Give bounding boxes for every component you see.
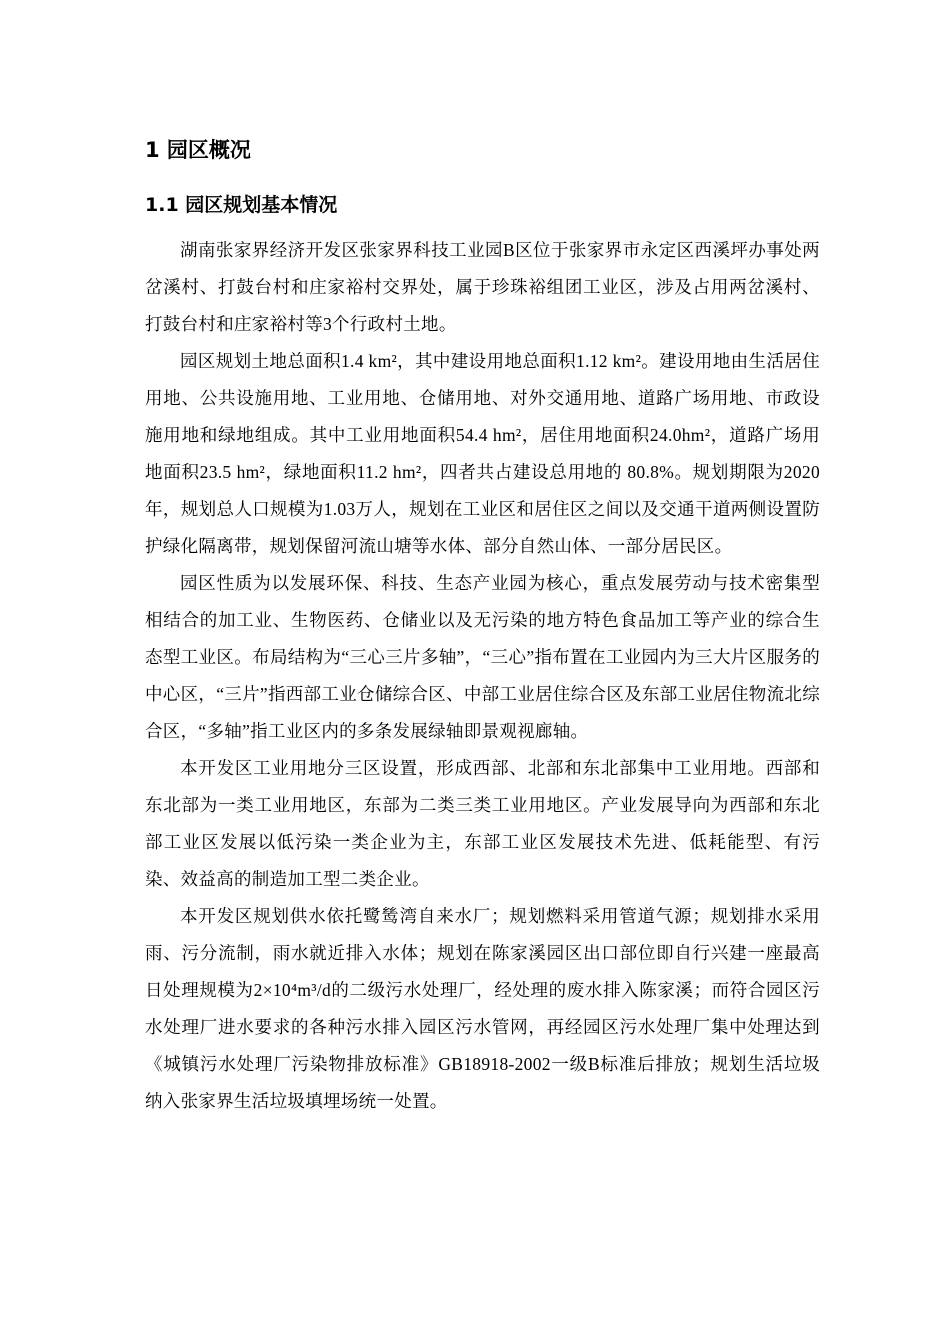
document-body: [145, 132, 820, 1120]
paragraph-land-use: 园区规划土地总面积1.4 km²，其中建设用地总面积1.12 km²。建设用地由生活居住用地、公共设施用地、工业用地、仓储用地、对外交通用地、道路广场用地、市政设施用地和绿地组成。其中工业用地面积54.4 hm²，居住用地面积24.0hm²，道路广场用地面积23.5 hm²，绿地面积11.2 hm²，四者共占建设总用地的 80.8%。规划期限为2020年，规划总人口规模为1.03万人，规划在工业区和居住区之间以及交通干道两侧设置防护绿化隔离带，规划保留河流山塘等水体、部分自然山体、一部分居民区。: [145, 351, 820, 556]
section-heading: 1.1 园区规划基本情况: [145, 194, 338, 216]
chapter-heading: 1 园区概况: [145, 138, 251, 162]
paragraph-nature-layout: 园区性质为以发展环保、科技、生态产业园为核心，重点发展劳动与技术密集型相结合的加工业、生物医药、仓储业以及无污染的地方特色食品加工等产业的综合生态型工业区。布局结构为“三心三片多轴”，“三心”指布置在工业园内为三大片区服务的中心区，“三片”指西部工业仓储综合区、中部工业居住综合区及东部工业居住物流北综合区，“多轴”指工业区内的多条发展绿轴即景观视廊轴。: [145, 573, 820, 741]
paragraph-infrastructure: 本开发区规划供水依托鹭鸶湾自来水厂；规划燃料采用管道气源；规划排水采用雨、污分流制，雨水就近排入水体；规划在陈家溪园区出口部位即自行兴建一座最高日处理规模为2×10⁴m³/d的二级污水处理厂，经处理的废水排入陈家溪；而符合园区污水处理厂进水要求的各种污水排入园区污水管网，再经园区污水处理厂集中处理达到《城镇污水处理厂污染物排放标准》GB18918-2002一级B标准后排放；规划生活垃圾纳入张家界生活垃圾填埋场统一处置。: [145, 906, 820, 1111]
paragraph-location: 湖南张家界经济开发区张家界科技工业园B区位于张家界市永定区西溪坪办事处两岔溪村、打鼓台村和庄家裕村交界处，属于珍珠裕组团工业区，涉及占用两岔溪村、打鼓台村和庄家裕村等3个行政村土地。: [145, 240, 820, 334]
paragraph-industrial-zones: 本开发区工业用地分三区设置，形成西部、北部和东北部集中工业用地。西部和东北部为一类工业用地区，东部为二类三类工业用地区。产业发展导向为西部和东北部工业区发展以低污染一类企业为主，东部工业区发展技术先进、低耗能型、有污染、效益高的制造加工型二类企业。: [145, 758, 820, 889]
